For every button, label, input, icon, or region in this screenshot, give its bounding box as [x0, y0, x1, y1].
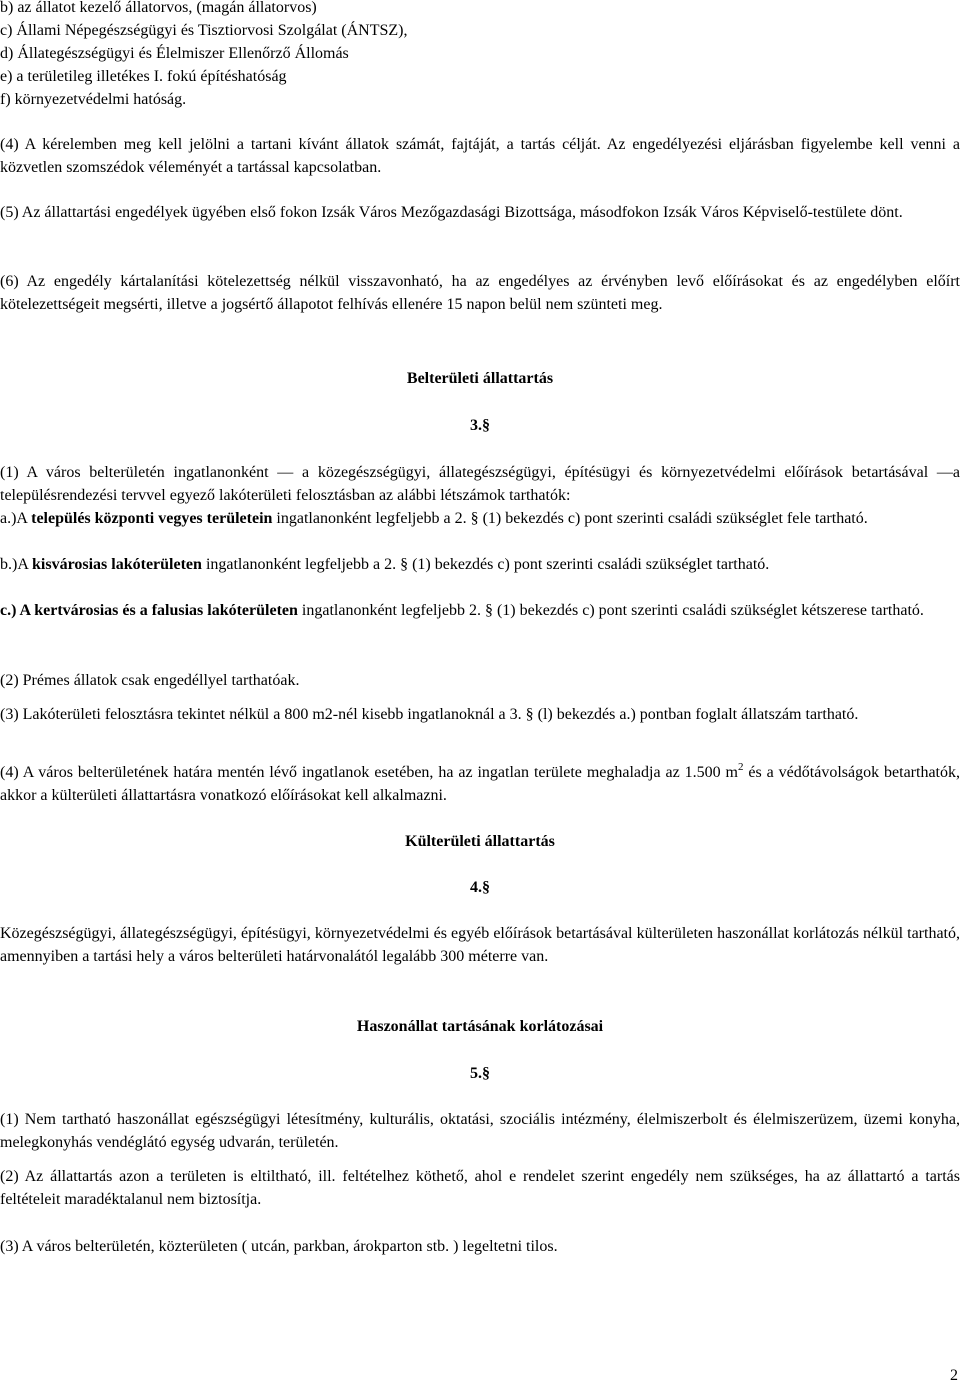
list-item-b: b) az állatot kezelő állatorvos, (magán állatorvos)	[0, 0, 317, 16]
bc-rest: ingatlanonként legfeljebb 2. § (1) bekezdés c) pont szerinti családi szükséglet kétszerese tartható.	[297, 602, 924, 619]
paragraph-b2: (2) Prémes állatok csak engedéllyel tarthatóak.	[0, 672, 300, 689]
paragraph-bb	[0, 553, 960, 576]
paragraph-4: (4) A kérelemben meg kell jelölni a tartani kívánt állatok számát, fajtáját, a tartás célját. Az engedélyezési eljárásban figyelembe kell venni a közvetlen szomszédok véleményét a tartással kapcsolatban.	[0, 136, 960, 176]
list-item-f: f) környezetvédelmi hatóság.	[0, 91, 187, 108]
section-number-3: 3.§	[470, 417, 490, 434]
paragraph-6: (6) Az engedély kártalanítási kötelezettség nélkül visszavonható, ha az engedélyes az érvényben levő előírásokat és az engedélyben előírt kötelezettségeit megsérti, illetve a jogsértő állapotot felhívás ellenére 15 napon belül nem szünteti meg.	[0, 273, 960, 313]
paragraph-k1: Közegészségügyi, állategészségügyi, építésügyi, környezetvédelmi és egyéb előírások betartásával külterületen haszonállat korlátozás nélkül tartható, amennyiben a tartási hely a város belterületi határvonalától legalább 300 méterre van.	[0, 925, 960, 965]
b4-sup: 2	[737, 761, 744, 773]
section-number-4: 4.§	[470, 879, 490, 896]
paragraph-bc	[0, 599, 960, 622]
bb-prefix: b.)A	[0, 556, 32, 573]
paragraph-h3: (3) A város belterületén, közterületen ( utcán, parkban, árokparton stb. ) legeltetni tilos.	[0, 1238, 558, 1255]
ba-rest: ingatlanonként legfeljebb a 2. § (1) bekezdés c) pont szerinti családi szükséglet fele tartható.	[272, 510, 868, 527]
ba-bold: település központi vegyes területein	[31, 510, 273, 527]
heading-belteruleti: Belterületi állattartás	[406, 370, 554, 387]
list-item-c: c) Állami Népegészségügyi és Tisztiorvosi Szolgálat (ÁNTSZ),	[0, 22, 408, 39]
ba-prefix: a.)A	[0, 510, 32, 527]
bb-rest: ingatlanonként legfeljebb a 2. § (1) bekezdés c) pont szerinti családi szükséglet tartható.	[201, 556, 770, 573]
section-number-5: 5.§	[470, 1065, 490, 1082]
bb-bold: kisvárosias lakóterületen	[32, 556, 202, 573]
list-item-d: d) Állategészségügyi és Élelmiszer Ellenőrző Állomás	[0, 45, 349, 62]
paragraph-b4	[0, 761, 960, 807]
paragraph-h2: (2) Az állattartás azon a területen is eltiltható, ill. feltételhez köthető, ahol e rendelet szerint engedély nem szükséges, ha az állattartó a tartás feltételeit maradéktalanul nem biztosítja.	[0, 1168, 960, 1208]
paragraph-b1: (1) A város belterületén ingatlanonként — a közegészségügyi, állategészségügyi, építésügyi és környezetvédelmi előírások betartásával —a településrendezési tervvel egyező lakóterületi felosztásban az alábbi létszámok tarthatók:	[0, 464, 960, 504]
paragraph-b3: (3) Lakóterületi felosztásra tekintet nélkül a 800 m2-nél kisebb ingatlanoknál a 3. § (l) bekezdés a.) pontban foglalt állatszám tartható.	[0, 706, 859, 723]
paragraph-h1: (1) Nem tartható haszonállat egészségügyi létesítmény, kulturális, oktatási, szociális intézmény, élelmiszerbolt és élelmiszerüzem, üzemi konyha, melegkonyhás vendéglátó egység udvarán, területén.	[0, 1111, 960, 1151]
paragraph-5: (5) Az állattartási engedélyek ügyében első fokon Izsák Város Mezőgazdasági Bizottsága, másodfokon Izsák Város Képviselő-testülete dönt.	[0, 204, 903, 221]
b4-pre: (4) A város belterületének határa mentén lévő ingatlanok esetében, ha az ingatlan területe meghaladja az 1.500 m	[0, 764, 738, 781]
heading-kulteruleti: Külterületi állattartás	[405, 833, 555, 850]
bc-bold: c.) A kertvárosias és a falusias lakóterületen	[0, 602, 298, 619]
heading-haszonallat: Haszonállat tartásának korlátozásai	[356, 1018, 604, 1035]
list-item-e: e) a területileg illetékes I. fokú építéshatóság	[0, 68, 287, 85]
b4-post: és a védőtávolságok betarthatók, akkor a külterületi állattartásra vonatkozó előírásokat kell alkalmazni.	[0, 764, 960, 804]
paragraph-ba	[0, 507, 960, 530]
page-number: 2	[950, 1367, 958, 1384]
